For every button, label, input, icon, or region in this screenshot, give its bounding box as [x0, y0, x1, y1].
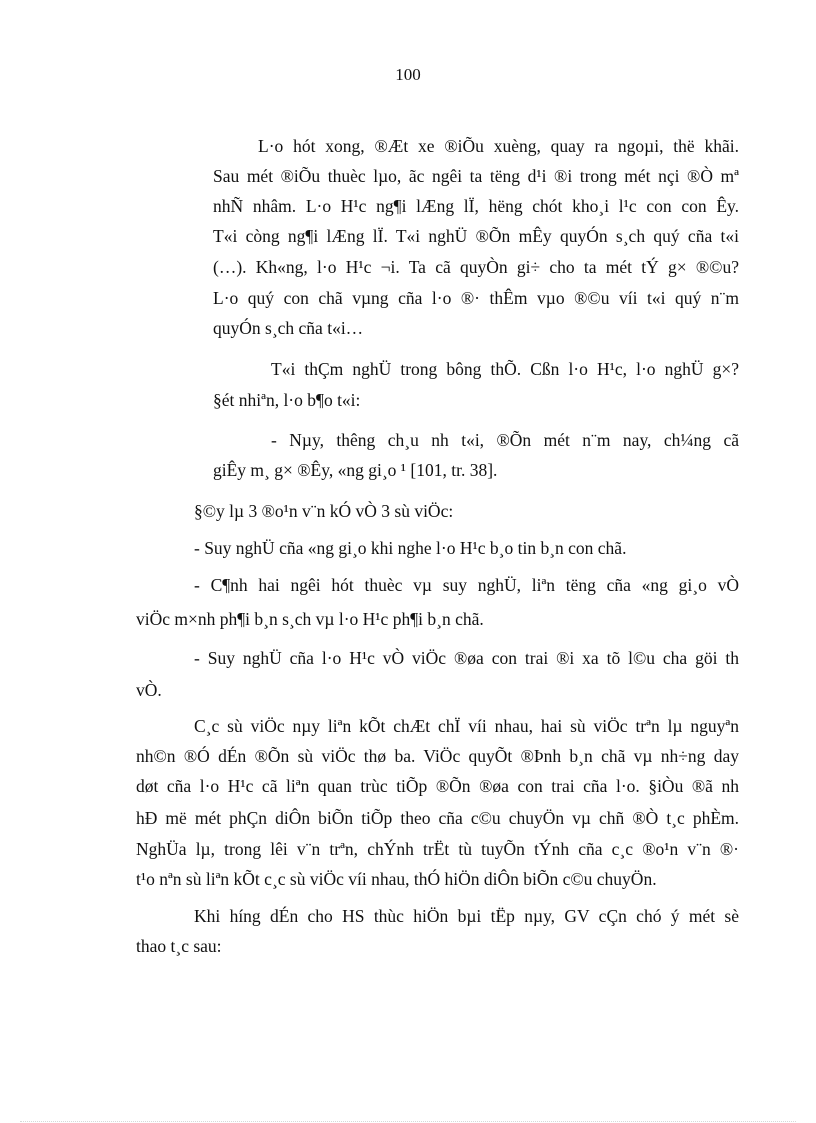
quote-line: quyÓn s¸ch cña t«i…	[213, 318, 364, 338]
quote-line: nhÑ nhâm. L·o H¹c ng¶i lÆng lÏ, hëng chót kho¸i l¹c con con Êy.	[213, 196, 739, 216]
quote-line: §ét nhiªn, l·o b¶o t«i:	[213, 390, 361, 410]
body-line: Khi híng dÉn cho HS thùc hiÖn bµi tËp nµy, GV cÇn chó ý mét sè	[194, 906, 739, 926]
quote-line: T«i thÇm nghÜ trong bông thÕ. Cßn l·o H¹c, l·o nghÜ g×?	[271, 359, 739, 379]
quote-line: (…). Kh«ng, l·o H¹c ¬i. Ta cã quyÒn gi÷ cho ta mét tÝ g× ®©u?	[213, 257, 739, 277]
body-line: thao t¸c sau:	[136, 936, 222, 956]
body-line: §©y lµ 3 ®o¹n v¨n kÓ vÒ 3 sù viÖc:	[194, 501, 454, 521]
body-line: nh©n ®Ó dÉn ®Õn sù viÖc thø ba. ViÖc quyÕt ®Þnh b¸n chã vµ nh÷ng day	[136, 746, 739, 766]
body-line: - Suy nghÜ cña «ng gi¸o khi nghe l·o H¹c b¸o tin b¸n con chã.	[194, 538, 627, 558]
quote-line: L·o hót xong, ®Æt xe ®iÕu xuèng, quay ra ngoµi, thë khãi.	[258, 136, 739, 156]
body-line: viÖc m×nh ph¶i b¸n s¸ch vµ l·o H¹c ph¶i b¸n chã.	[136, 609, 484, 629]
body-line: vÒ.	[136, 680, 162, 700]
quote-line: - Nµy, thêng ch¸u nh t«i, ®Õn mét n¨m nay, ch¼ng cã	[271, 430, 739, 450]
body-line: døt cña l·o H¹c cã liªn quan trùc tiÕp ®Õn ®øa con trai cña l·o. §iÒu ®ã nh	[136, 776, 739, 796]
body-line: hÐ më mét phÇn diÔn biÕn tiÕp theo cña c©u chuyÖn vµ chñ ®Ò t¸c phÈm.	[136, 808, 739, 828]
body-line: t¹o nªn sù liªn kÕt c¸c sù viÖc víi nhau, thÓ hiÖn diÔn biÕn c©u chuyÖn.	[136, 869, 657, 889]
quote-line: giÊy m¸ g× ®Êy, «ng gi¸o ¹ [101, tr. 38].	[213, 460, 498, 480]
quote-line: Sau mét ®iÕu thuèc lµo, ãc ngêi ta tëng d¹i ®i trong mét nçi ®Ò mª	[213, 166, 739, 186]
page-number: 100	[395, 65, 421, 84]
body-line: - C¶nh hai ngêi hót thuèc vµ suy nghÜ, liªn tëng cña «ng gi¸o vÒ	[194, 575, 739, 595]
body-line: C¸c sù viÖc nµy liªn kÕt chÆt chÏ víi nhau, hai sù viÖc trªn lµ nguyªn	[194, 716, 739, 736]
body-line: - Suy nghÜ cña l·o H¹c vÒ viÖc ®øa con trai ®i xa tõ l©u cha göi th	[194, 648, 739, 668]
page-bottom-rule	[20, 1121, 796, 1122]
quote-line: T«i còng ng¶i lÆng lÏ. T«i nghÜ ®Õn mÊy quyÓn s¸ch quý cña t«i	[213, 226, 739, 246]
quote-line: L·o quý con chã vµng cña l·o ®· thÊm vµo ®©u víi t«i quý n¨m	[213, 288, 739, 308]
body-line: NghÜa lµ, trong lêi v¨n trªn, chÝnh trËt tù tuyÕn tÝnh cña c¸c ®o¹n v¨n ®·	[136, 839, 739, 859]
